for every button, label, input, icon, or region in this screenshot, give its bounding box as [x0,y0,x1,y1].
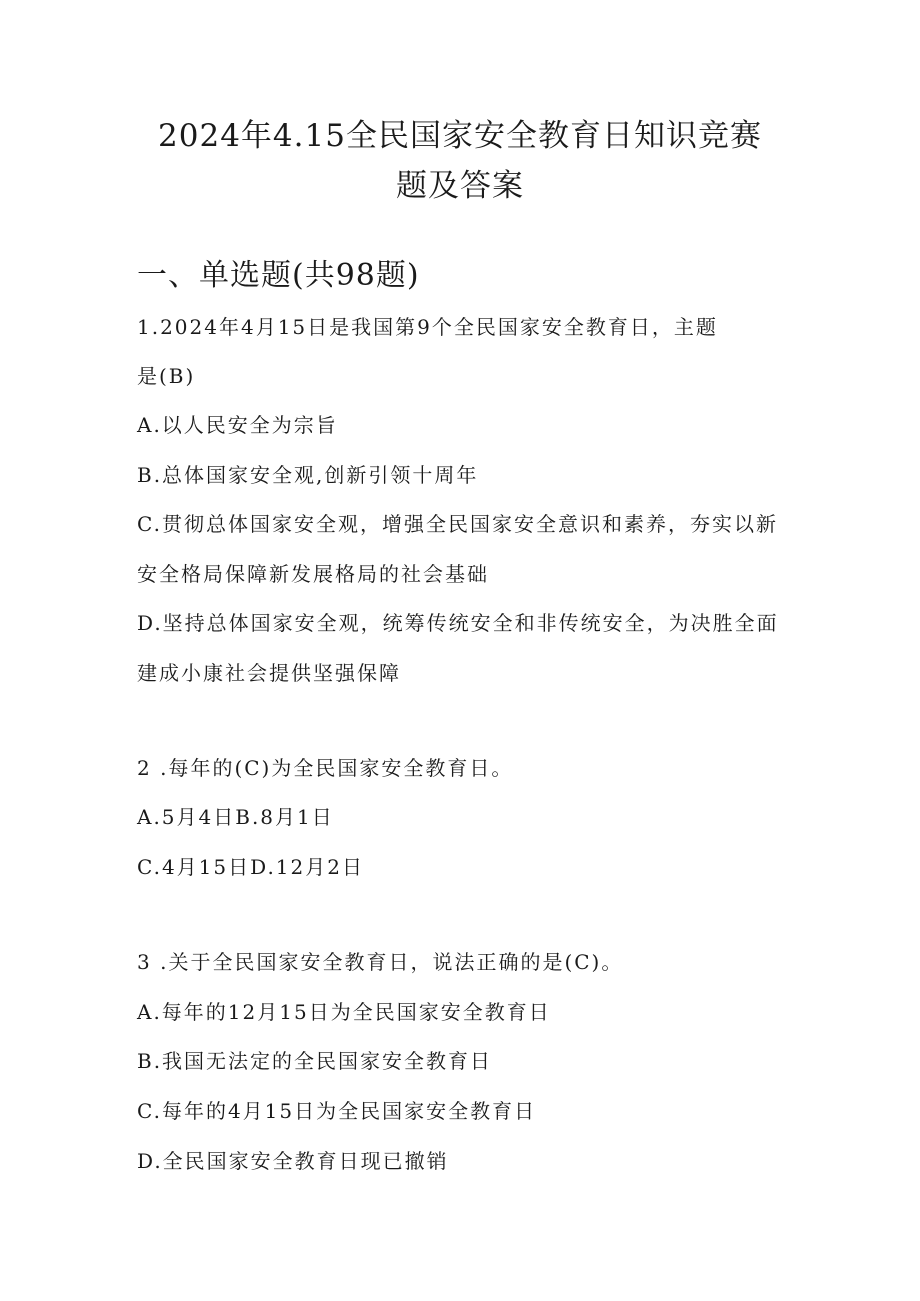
question-3-option-d: D.全民国家安全教育日现已撤销 [137,1149,449,1173]
question-1-option-a: A.以人民安全为宗旨 [137,413,338,437]
question-2-stem: 2 .每年的(C)为全民国家安全教育日。 [137,756,514,780]
question-1-option-d-line-1: D.坚持总体国家安全观，统筹传统安全和非传统安全，为决胜全面 [137,611,779,635]
question-1-option-d-line-2: 建成小康社会提供坚强保障 [137,661,401,685]
question-3-stem: 3 .关于全民国家安全教育日，说法正确的是(C)。 [137,950,624,974]
document-title-line-2: 题及答案 [396,168,524,204]
question-3-option-b: B.我国无法定的全民国家安全教育日 [137,1049,493,1073]
question-1-stem-line-2: 是(B) [137,364,196,388]
question-3-option-c: C.每年的4月15日为全民国家安全教育日 [137,1099,537,1123]
question-1-option-b: B.总体国家安全观,创新引领十周年 [137,463,479,487]
question-1-option-c-line-1: C.贯彻总体国家安全观，增强全民国家安全意识和素养，夯实以新 [137,512,778,536]
question-1-stem-line-1: 1.2024年4月15日是我国第9个全民国家安全教育日，主题 [137,315,718,339]
question-2-options-line-2: C.4月15日D.12月2日 [137,855,364,879]
question-1-option-c-line-2: 安全格局保障新发展格局的社会基础 [137,562,489,586]
document-title-line-1: 2024年4.15全民国家安全教育日知识竞赛 [158,118,762,154]
question-2-options-line-1: A.5月4日B.8月1日 [137,805,334,829]
question-3-option-a: A.每年的12月15日为全民国家安全教育日 [137,1000,551,1024]
section-heading: 一、单选题(共98题) [137,258,420,293]
